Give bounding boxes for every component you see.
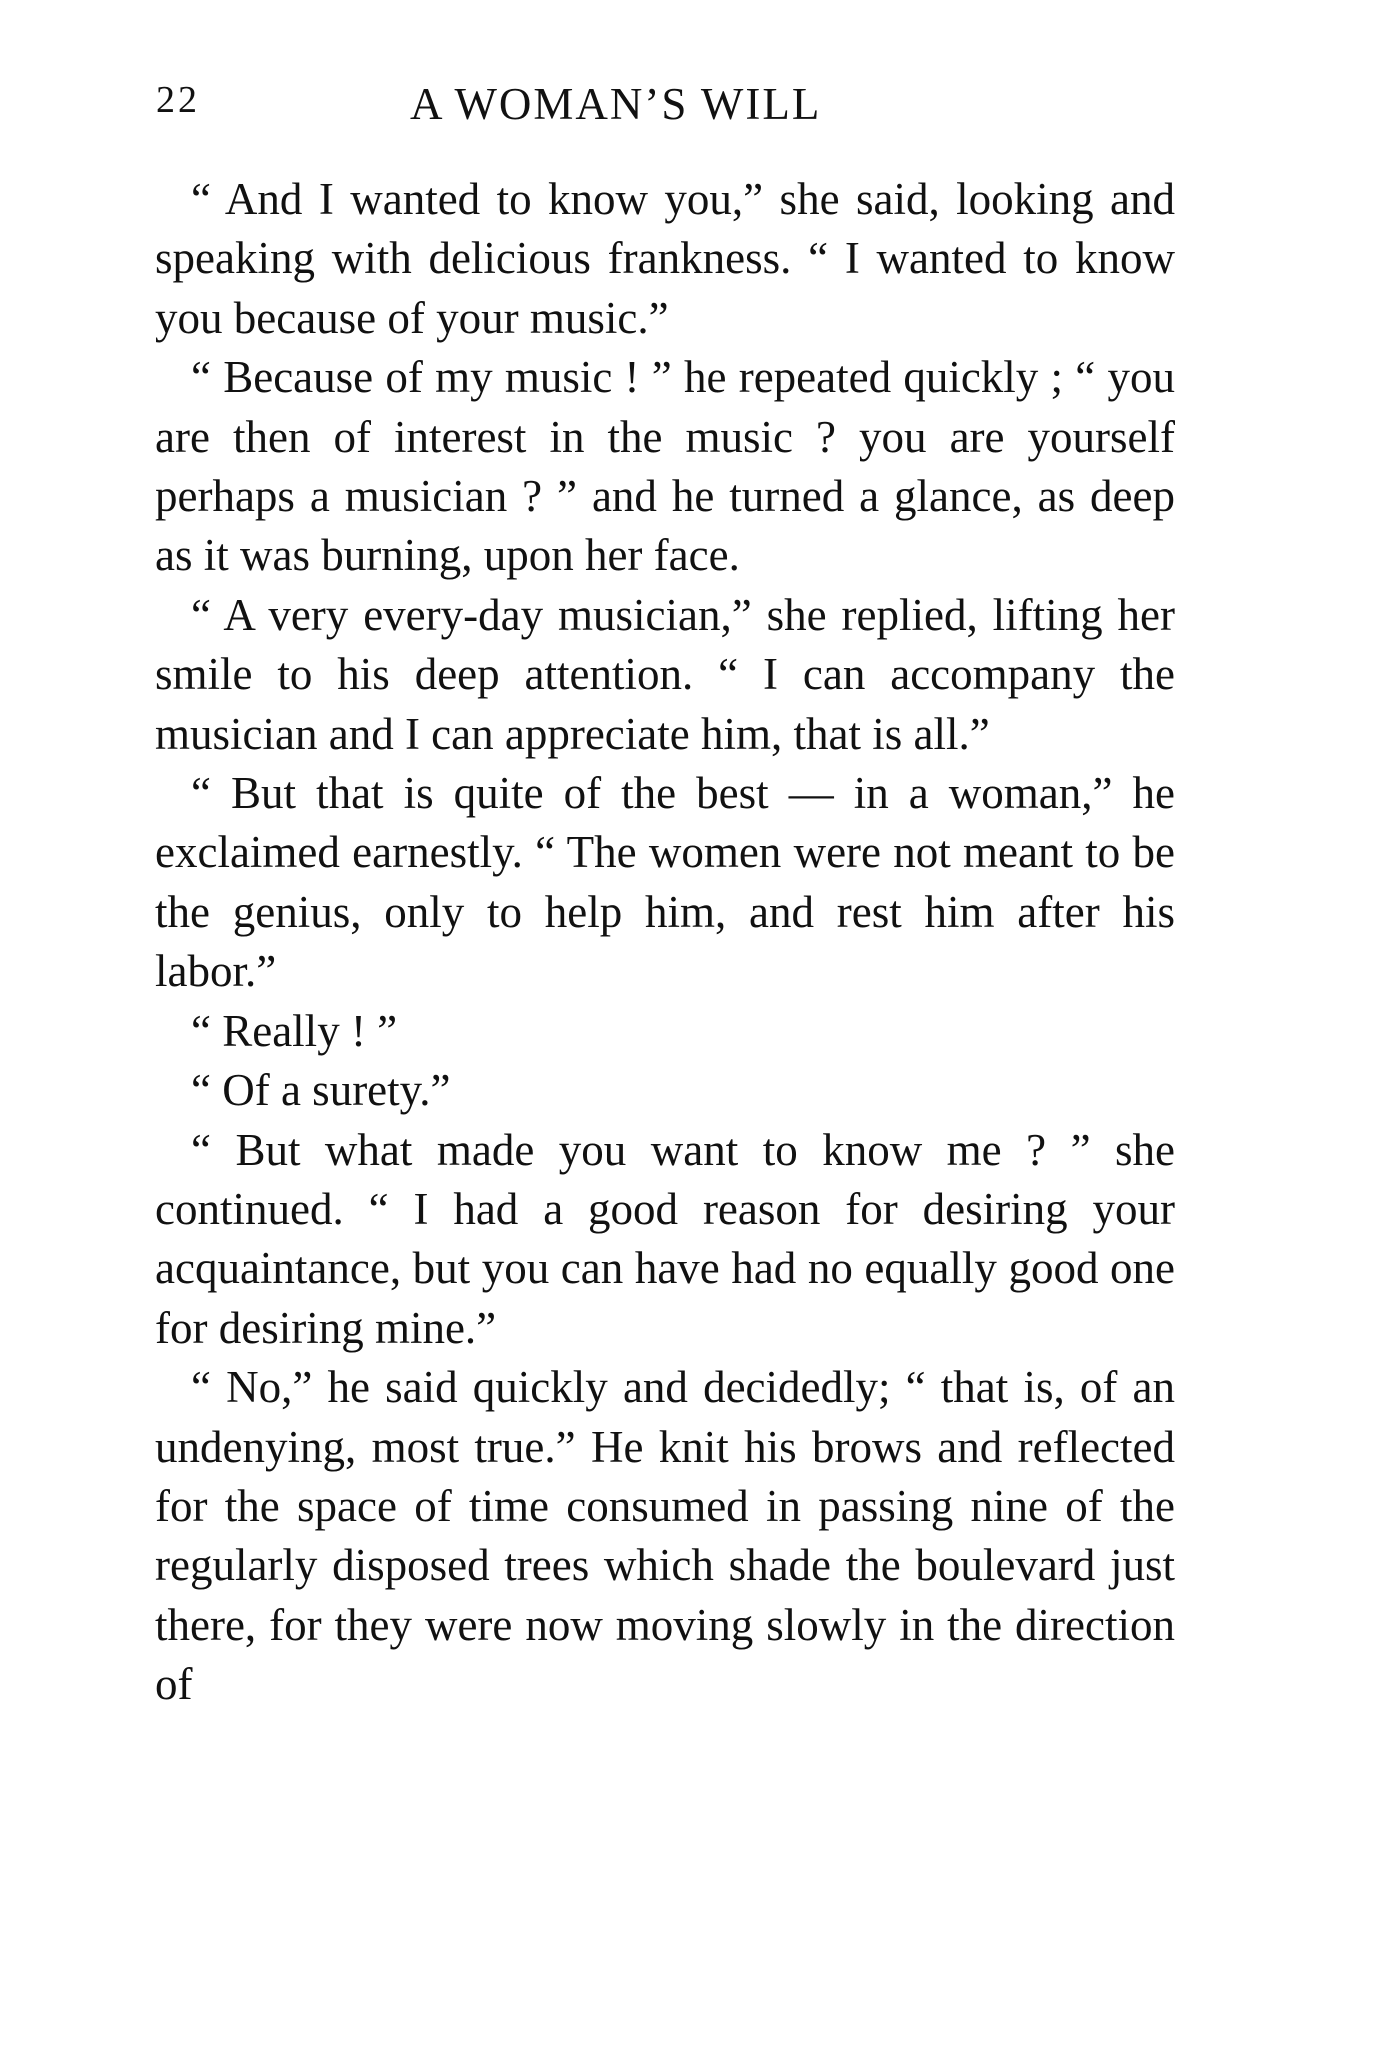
page-number: 22	[156, 79, 200, 121]
paragraph: “ Because of my music ! ” he repeated quickly ; “ you are then of interest in the music ? you are yourself perhaps a musician ? ” and he turned a glance, as deep as it was burning, upon her face.	[155, 352, 1175, 581]
paragraph: “ Of a surety.”	[191, 1065, 451, 1116]
paragraph: “ And I wanted to know you,” she said, looking and speaking with delicious frankness. “ I wanted to know you because of your music.”	[155, 174, 1175, 343]
page-header	[150, 78, 1180, 138]
paragraph: “ But what made you want to know me ? ” she continued. “ I had a good reason for desiring your acquaintance, but you can have had no equally good one for desiring mine.”	[155, 1124, 1175, 1353]
paragraph: “ A very every-day musician,” she replied, lifting her smile to his deep attention. “ I can accompany the musician and I can appreciate him, that is all.”	[155, 589, 1175, 759]
running-title: A WOMAN’S WILL	[410, 79, 822, 129]
paragraph: “ No,” he said quickly and decidedly; “ that is, of an undenying, most true.” He knit his brows and reflected for the space of time consumed in passing nine of the regularly disposed trees which shade the boulevard just there, for they were now moving slowly in the direction of	[155, 1362, 1175, 1710]
paragraph: “ But that is quite of the best — in a woman,” he exclaimed earnestly. “ The women were not meant to be the genius, only to help him, and rest him after his labor.”	[155, 768, 1175, 997]
paragraph: “ Really ! ”	[191, 1005, 398, 1056]
body-text	[155, 170, 1175, 1715]
